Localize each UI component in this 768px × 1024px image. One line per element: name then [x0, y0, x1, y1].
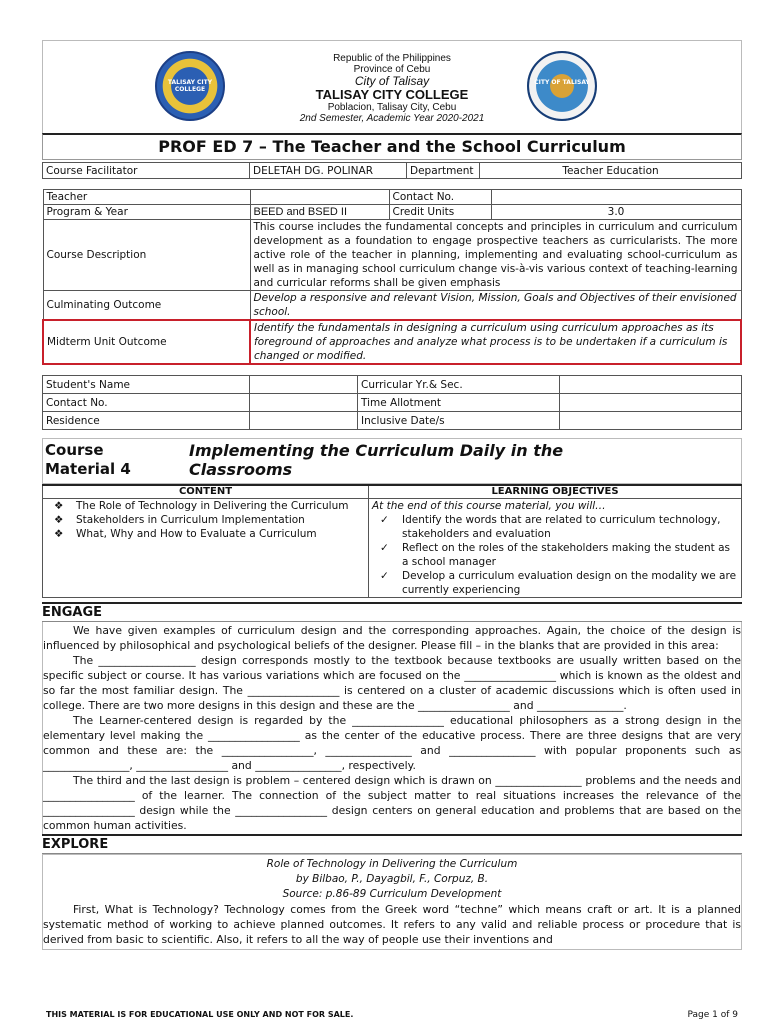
- objectives-header: LEARNING OBJECTIVES: [369, 485, 742, 499]
- course-material-title-line2: Classrooms: [189, 460, 293, 479]
- facilitator-value: DELETAH DG. POLINAR: [250, 163, 407, 179]
- reference-title: Role of Technology in Delivering the Curriculum: [266, 858, 518, 870]
- description-label: Course Description: [43, 220, 250, 291]
- content-item: ❖ Stakeholders in Curriculum Implementation: [54, 514, 305, 526]
- course-material-label-line2: Material 4: [45, 460, 131, 478]
- student-name-label: Student's Name: [43, 376, 250, 394]
- city-seal-label: CITY OF TALISAY: [534, 79, 590, 86]
- content-cell: [43, 499, 369, 598]
- engage-paragraph-4: The third and the last design is problem – centered design which is drawn on ________________ problems and the needs and _________________ of the learner. The connection of the subject matter to real situations increases the relevance of the _________________ design while the _________________ design centers on general education and problems that are based on the common human activities.: [43, 774, 741, 832]
- reference-source: Source: p.86-89 Curriculum Development: [282, 888, 502, 900]
- objectives-list: [372, 513, 738, 597]
- program-value: BEED and BSED II: [250, 205, 389, 220]
- course-info-table: [42, 189, 742, 365]
- content-list: [46, 499, 365, 541]
- course-material-label-line1: Course: [45, 441, 104, 459]
- student-table: [42, 375, 742, 430]
- document-page: [42, 40, 742, 950]
- city-line: City of Talisay: [354, 74, 430, 88]
- description-value: This course includes the fundamental concepts and principles in curriculum and curriculum development as a foundation to engage prospective teachers as curricularists. The more active role of the teacher in planning, implementing and evaluating school-curriculum as well as in managing school curriculum change vis-à-vis various context of teaching-learning and curricular reforms shall be given emphasis: [250, 220, 741, 291]
- teacher-label: Teacher: [43, 190, 250, 205]
- contact-label: Contact No.: [389, 190, 491, 205]
- diamond-bullet-icon: ❖: [54, 514, 64, 526]
- checkmark-icon: ✓: [380, 570, 389, 582]
- page-number: Page 1 of 9: [687, 1010, 738, 1020]
- credit-value: 3.0: [491, 205, 741, 220]
- content-item: ❖ The Role of Technology in Delivering the Curriculum: [54, 500, 349, 512]
- engage-paragraph-1: We have given examples of curriculum design and the corresponding approaches. Again, the choice of the design is influenced by philosophical and psychological beliefs of the designer. Please fill – in the blanks that are provided in this area:: [43, 624, 741, 652]
- culminating-value: Develop a responsive and relevant Vision, Mission, Goals and Objectives of their envisioned school.: [250, 291, 741, 321]
- objectives-intro: At the end of this course material, you will…: [372, 500, 606, 512]
- time-allotment-value: [560, 394, 742, 412]
- student-name-value: [250, 376, 358, 394]
- objectives-table: [42, 484, 742, 598]
- program-label: Program & Year: [43, 205, 250, 220]
- explore-heading: EXPLORE: [42, 834, 742, 854]
- semester-line: 2nd Semester, Academic Year 2020-2021: [299, 113, 485, 124]
- engage-paragraph-3: The Learner-centered design is regarded by the _________________ educational philosophers as a strong design in the elementary level making the _________________ as the center of the educative process. There are three designs that are very common and these are: the _________________, ________________ and ________________ with popular proponents such as ________________, _________________ and ________________, respectively.: [43, 714, 741, 772]
- college-seal-label: TALISAY CITY COLLEGE: [167, 79, 213, 93]
- department-value: Teacher Education: [480, 163, 742, 179]
- curricular-label: Curricular Yr.& Sec.: [358, 376, 560, 394]
- course-title: PROF ED 7 – The Teacher and the School Curriculum: [42, 133, 742, 160]
- checkmark-icon: ✓: [380, 542, 389, 554]
- time-allotment-label: Time Allotment: [358, 394, 560, 412]
- midterm-label: Midterm Unit Outcome: [43, 320, 250, 364]
- course-material-heading: [42, 438, 742, 484]
- residence-label: Residence: [43, 412, 250, 430]
- page-footer: [42, 1010, 742, 1024]
- explore-paragraph-1: First, What is Technology? Technology comes from the Greek word “techne” which means craft or art. It is a planned systematic method of working to achieve planned outcomes. It refers to any valid and reliable process or procedure that is derived from basic to scientific. Also, it refers to all the way of people use their inventions and: [43, 903, 741, 946]
- college-name: TALISAY CITY COLLEGE: [315, 87, 469, 102]
- culminating-label: Culminating Outcome: [43, 291, 250, 321]
- content-item: ❖ What, Why and How to Evaluate a Curriculum: [54, 528, 317, 540]
- department-label: Department: [407, 163, 480, 179]
- checkmark-icon: ✓: [380, 514, 389, 526]
- engage-section: [42, 622, 742, 834]
- city-seal-logo: [527, 51, 597, 121]
- address-line: Poblacion, Talisay City, Cebu: [327, 102, 457, 113]
- objective-item: ✓ Identify the words that are related to curriculum technology, stakeholders and evaluation: [380, 514, 721, 540]
- midterm-value: Identify the fundamentals in designing a curriculum using curriculum approaches as its foreground of approaches and analyze what process is to be undertaken if a curriculum is changed or modified.: [250, 320, 741, 364]
- inclusive-dates-label: Inclusive Date/s: [358, 412, 560, 430]
- facilitator-label: Course Facilitator: [43, 163, 250, 179]
- teacher-value: [250, 190, 389, 205]
- objective-item: ✓ Reflect on the roles of the stakeholders making the student as a school manager: [380, 542, 730, 568]
- reference-authors: by Bilbao, P., Dayagbil, F., Corpuz, B.: [295, 873, 489, 885]
- engage-heading: ENGAGE: [42, 602, 742, 622]
- credit-label: Credit Units: [389, 205, 491, 220]
- course-material-title-line1: Implementing the Curriculum Daily in the: [189, 441, 564, 460]
- course-material-title: [189, 441, 563, 479]
- province-line: Province of Cebu: [353, 64, 431, 75]
- residence-value: [250, 412, 358, 430]
- objectives-cell: [369, 499, 742, 598]
- objective-item: ✓ Develop a curriculum evaluation design on the modality we are currently experiencing: [380, 570, 737, 596]
- republic-line: Republic of the Philippines: [333, 53, 451, 64]
- header-text: [43, 53, 741, 124]
- content-header: CONTENT: [43, 485, 369, 499]
- explore-section: [42, 854, 742, 950]
- facilitator-table: [42, 162, 742, 179]
- engage-paragraph-2: The __________________ design corresponds mostly to the textbook because textbooks are usually written based on the specific subject or course. It has various variations which are focused on the _________________ which is known as the oldest and so far the most familiar design. The _________________ is centered on a cluster of academic discussions which is often used in college. There are two more designs in this design and these are the _________________ and ________________.: [43, 654, 741, 712]
- student-contact-label: Contact No.: [43, 394, 250, 412]
- contact-value: [491, 190, 741, 205]
- diamond-bullet-icon: ❖: [54, 500, 64, 512]
- diamond-bullet-icon: ❖: [54, 528, 64, 540]
- footer-disclaimer: THIS MATERIAL IS FOR EDUCATIONAL USE ONLY AND NOT FOR SALE.: [46, 1010, 354, 1019]
- curricular-value: [560, 376, 742, 394]
- course-material-label: [45, 441, 131, 479]
- student-contact-value: [250, 394, 358, 412]
- document-header: [42, 40, 742, 133]
- inclusive-dates-value: [560, 412, 742, 430]
